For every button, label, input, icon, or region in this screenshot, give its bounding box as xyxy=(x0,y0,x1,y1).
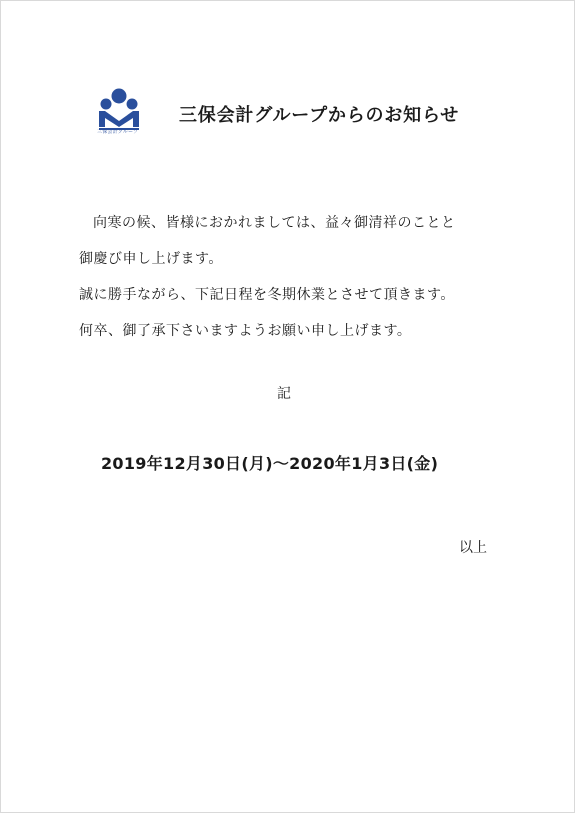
logo-mark-icon xyxy=(95,87,143,131)
logo-caption: 三保会計グループ xyxy=(97,129,139,135)
closing-text: 以上 xyxy=(459,540,487,556)
company-logo xyxy=(95,87,143,137)
body-line-4: 何卒、御了承下さいますようお願い申し上げます。 xyxy=(79,323,412,339)
notice-body xyxy=(79,205,519,349)
body-line-1: 向寒の候、皆様におかれましては、益々御清祥のことと xyxy=(93,215,456,231)
body-line-3: 誠に勝手ながら、下記日程を冬期休業とさせて頂きます。 xyxy=(79,287,455,303)
ki-heading: 記 xyxy=(277,386,291,402)
holiday-date-range: 2019年12月30日(月)～2020年1月3日(金) xyxy=(101,454,439,473)
body-line-2: 御慶び申し上げます。 xyxy=(79,251,223,267)
page-title: 三保会計グループからのお知らせ xyxy=(179,105,460,126)
header xyxy=(95,87,143,137)
